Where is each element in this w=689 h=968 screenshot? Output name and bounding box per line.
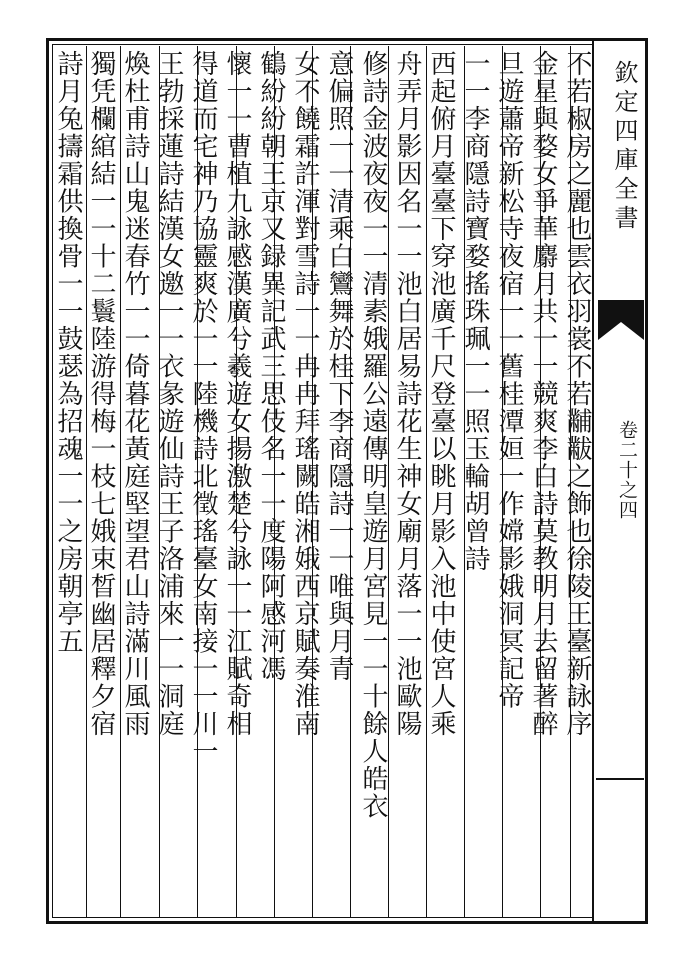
text-column-15: 獨凭欄綰結一一十二鬟陸游得梅一枝七娥束晳幽居釋夕宿 <box>86 50 116 738</box>
text-column-12: 得道而宅神乃協靈爽於一一陸機詩北徵瑤臺女南接一一川一 <box>188 50 218 765</box>
text-column-8: 意偏照一一清乘白鸞舞於桂下李商隱詩一一唯與月青 <box>324 50 354 683</box>
fold-line <box>596 778 644 780</box>
text-column-9: 女不饒霜許渾對雪詩一一冉冉拜瑤闕皓湘娥西京賦奏淮南 <box>290 50 320 738</box>
text-column-13: 王勃採蓮詩結漢女邀一一衣彖遊仙詩王子洛浦來一一洞庭 <box>154 50 184 738</box>
text-column-11: 懷一一曹植九詠感漢廣兮羲遊女揚激楚兮詠一一江賦奇相 <box>222 50 252 738</box>
text-column-14: 煥杜甫詩山鬼迷春竹一一倚暮花黃庭堅望君山詩滿川風雨 <box>120 50 150 738</box>
text-column-5: 西起俯月臺臺下穿池廣千尺登臺以眺月影入池中使宮人乘 <box>426 50 456 738</box>
text-column-16: 詩月兔擣霜供換骨一一鼓瑟為招魂一一之房朝亭五 <box>53 50 83 655</box>
text-column-7: 修詩金波夜夜一一清素娥羅公遠傳明皇遊月宮見一一十餘人皓衣 <box>358 50 388 820</box>
text-column-1: 不若椒房之麗也雲衣羽裳不若黼黻之飾也徐陵王臺新詠序 <box>562 50 592 738</box>
book-title: 欽定四庫全書 <box>610 60 638 234</box>
text-column-2: 金星與婺女爭華麝月共一一競爽李白詩莫教明月去留著醉 <box>528 50 558 738</box>
text-column-10: 鶴紛紛朝王京又録異記武三思伎名一一度陽阿感河馮 <box>256 50 286 683</box>
volume-number: 卷二十之四 <box>616 420 638 520</box>
text-column-4: 一一李商隱詩寶婺搖珠珮一一照玉輪胡曾詩 <box>460 50 490 573</box>
text-column-6: 舟弄月影因名一一池白居易詩花生神女廟月落一一池歐陽 <box>392 50 422 738</box>
text-column-3: 旦遊蕭帝新松寺夜宿一一舊桂潭姮一作嫦影娥洞冥記帝 <box>494 50 524 710</box>
